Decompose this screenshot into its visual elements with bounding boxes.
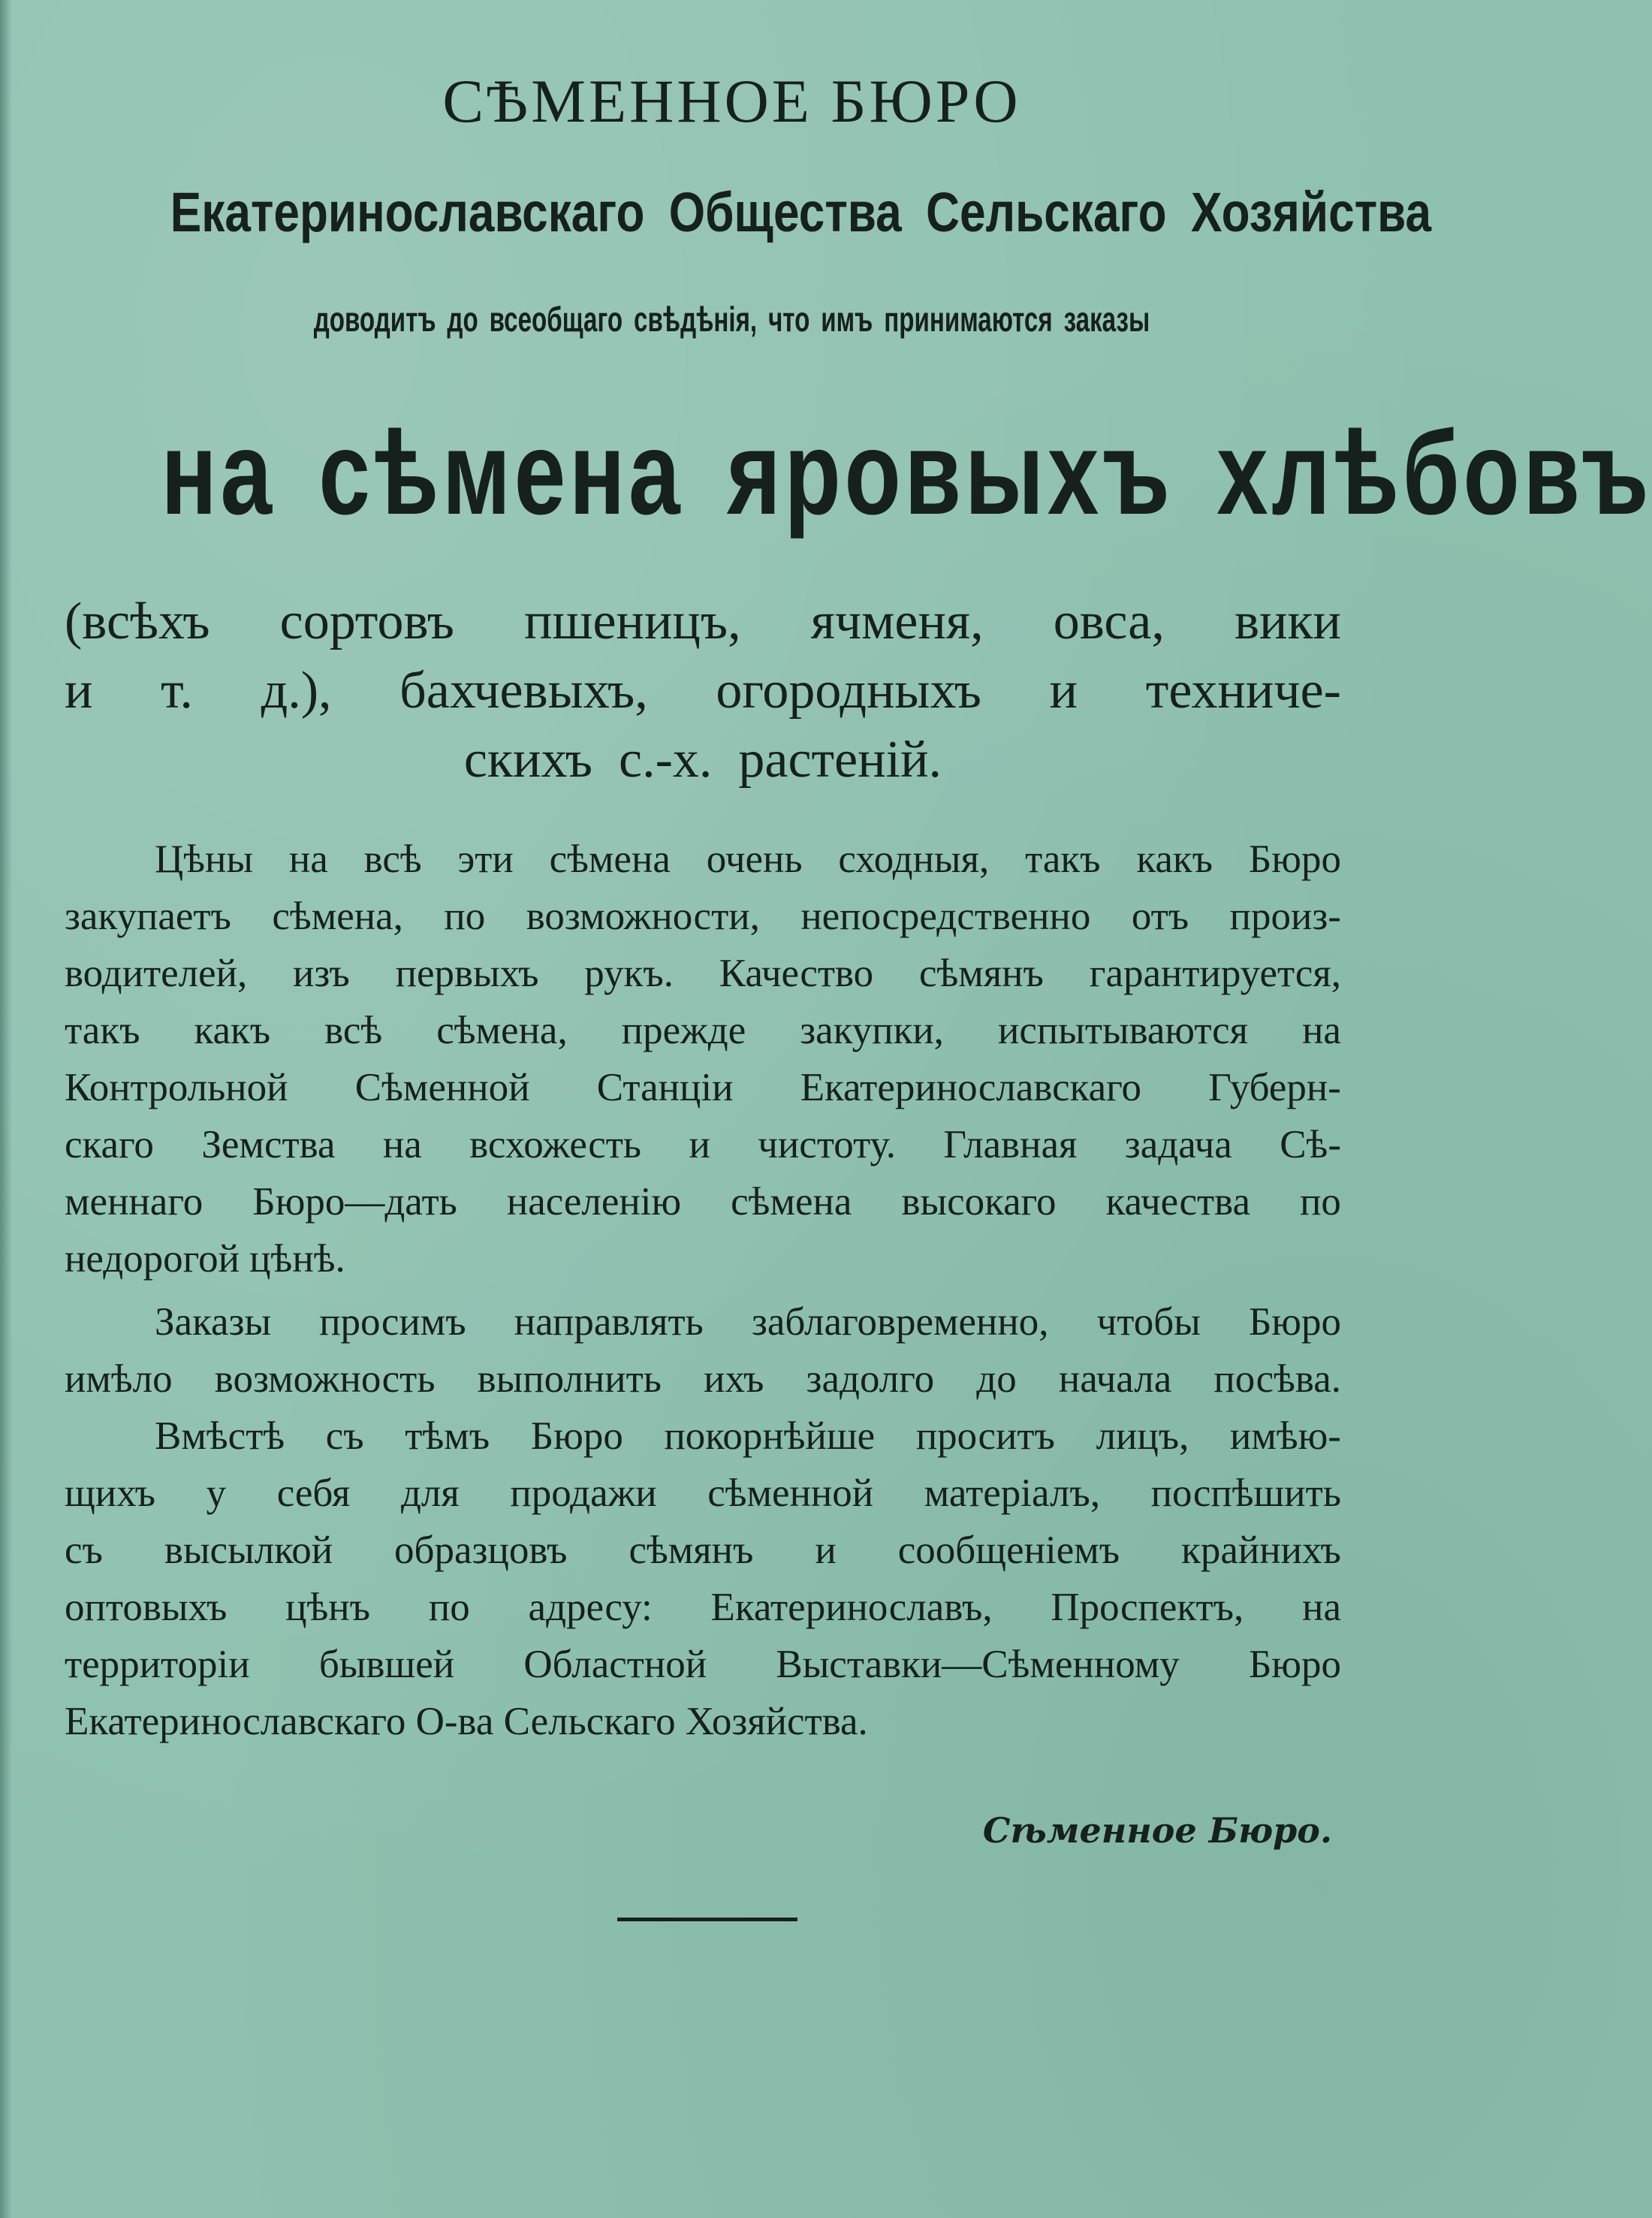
word: (всѣхъ: [65, 593, 210, 650]
word: прежде: [621, 1009, 746, 1052]
word: ячменя,: [810, 593, 984, 650]
word: на: [288, 837, 328, 881]
word: крайнихъ: [1181, 1528, 1341, 1572]
word: и: [65, 662, 93, 720]
word: проситъ: [915, 1414, 1055, 1458]
word: с.-х.: [619, 731, 713, 789]
word: на: [382, 1123, 422, 1166]
word: Заказы: [155, 1300, 272, 1344]
text-line: [65, 1059, 1341, 1116]
closing-rule: [617, 1918, 797, 1921]
word: съ: [325, 1414, 364, 1458]
word: Бюро: [530, 1414, 623, 1458]
word: на: [1302, 1586, 1341, 1629]
word: очень: [706, 837, 803, 881]
word: населенію: [506, 1180, 682, 1224]
word: Екатеринославскаго: [800, 1066, 1142, 1109]
signature: Сѣменное Бюро.: [982, 1810, 1332, 1851]
text-line: [65, 1293, 1341, 1350]
word: закупаетъ: [65, 895, 231, 938]
word: первыхъ: [395, 952, 539, 995]
word: сѣмена,: [272, 895, 403, 938]
word: гарантируется,: [1089, 952, 1341, 995]
text-line: [65, 1230, 1341, 1287]
word: посѣва.: [1213, 1357, 1341, 1401]
word: адресу:: [528, 1586, 653, 1629]
word: образцовъ: [394, 1528, 568, 1572]
word: сѣмена,: [436, 1009, 568, 1052]
word: всхожесть: [469, 1123, 642, 1166]
word: всѣ: [324, 1009, 383, 1052]
text-line: [65, 1579, 1341, 1636]
word: имѣло: [65, 1357, 173, 1401]
word: цѣнъ: [285, 1586, 371, 1629]
text-line: [65, 831, 1341, 888]
word: рукъ.: [584, 952, 674, 995]
word: чтобы: [1096, 1300, 1201, 1344]
word: д.),: [261, 662, 332, 720]
word: чистоту.: [758, 1123, 896, 1166]
word: заблаговременно,: [751, 1300, 1049, 1344]
word: и: [689, 1123, 710, 1166]
text-line: [65, 1636, 1341, 1693]
word: матеріалъ,: [924, 1471, 1101, 1515]
text-line: [65, 1408, 1341, 1465]
word: задолго: [806, 1357, 935, 1401]
subtitle-block: [65, 587, 1341, 795]
word: возможности,: [526, 895, 760, 938]
main-title: на сѣмена яровыхъ хлѣбовъ: [161, 407, 1652, 539]
word: по: [1300, 1180, 1341, 1224]
subtitle-line: [65, 587, 1341, 656]
text-line: [65, 1465, 1341, 1522]
text-line: [65, 945, 1341, 1002]
word: Станціи: [596, 1066, 734, 1109]
word: лицъ,: [1096, 1414, 1189, 1458]
word: на: [1302, 1009, 1341, 1052]
word: себя: [276, 1471, 351, 1515]
word: Бюро: [1248, 837, 1341, 881]
word: закупки,: [800, 1009, 944, 1052]
word: сѣмянъ: [918, 952, 1044, 995]
word: качества: [1105, 1180, 1250, 1224]
word: высылкой: [164, 1528, 333, 1572]
word: и: [1049, 662, 1078, 720]
word: скихъ: [463, 731, 592, 789]
word: сѣмена: [549, 837, 671, 881]
word: Бюро—дать: [252, 1180, 457, 1224]
word: скаго: [65, 1123, 154, 1166]
word: вики: [1234, 593, 1341, 650]
word: овса,: [1053, 593, 1165, 650]
word: т.: [161, 662, 193, 720]
word: Цѣны: [155, 837, 254, 881]
text-line: [65, 1693, 1341, 1750]
word: по: [428, 1586, 470, 1629]
announcement-line: доводитъ до всеобщаго свѣдѣнія, что имъ принимаются заказы: [313, 300, 1150, 339]
subtitle-line: [65, 726, 1341, 795]
word: Губерн-: [1208, 1066, 1341, 1109]
word: отъ: [1131, 895, 1189, 938]
word: Земства: [201, 1123, 336, 1166]
word: огородныхъ: [716, 662, 981, 720]
word: всѣ: [363, 837, 422, 881]
paragraph-request: [65, 1408, 1341, 1750]
word: начала: [1058, 1357, 1172, 1401]
text-line: [65, 1522, 1341, 1579]
word: Вмѣстѣ: [155, 1414, 285, 1458]
word: территоріи: [65, 1643, 250, 1686]
word: Областной: [523, 1643, 707, 1686]
word: какъ: [1136, 837, 1213, 881]
word: сѣмена: [731, 1180, 852, 1224]
society-heading: Екатеринославскаго Общества Сельскаго Хозяйства: [170, 181, 1432, 243]
word: у: [206, 1471, 227, 1515]
word: какъ: [194, 1009, 271, 1052]
word: такъ: [65, 1009, 140, 1052]
word: покорнѣйше: [664, 1414, 876, 1458]
text-line: [65, 1116, 1341, 1173]
word: такъ: [1025, 837, 1101, 881]
word: сѣмянъ: [629, 1528, 754, 1572]
word: направлять: [514, 1300, 704, 1344]
word: меннаго: [65, 1180, 203, 1224]
page-edge-shadow: [0, 0, 12, 2218]
word: Качество: [719, 952, 874, 995]
word: продажи: [510, 1471, 657, 1515]
word: Сѣменной: [354, 1066, 530, 1109]
word: недорогой цѣнѣ.: [65, 1237, 345, 1281]
word: Выставки—Сѣменному: [776, 1643, 1180, 1686]
word: Бюро: [1248, 1300, 1341, 1344]
word: выполнить: [477, 1357, 662, 1401]
word: высокаго: [901, 1180, 1057, 1224]
word: и: [815, 1528, 837, 1572]
word: эти: [457, 837, 514, 881]
word: ихъ: [704, 1357, 764, 1401]
word: задача: [1124, 1123, 1232, 1166]
word: сходныя,: [838, 837, 990, 881]
word: Контрольной: [65, 1066, 288, 1109]
word: до: [976, 1357, 1017, 1401]
word: испытываются: [997, 1009, 1249, 1052]
word: просимъ: [319, 1300, 466, 1344]
paragraph-prices: [65, 831, 1341, 1287]
word: Екатеринославъ,: [710, 1586, 993, 1629]
word: поспѣшить: [1150, 1471, 1341, 1515]
word: сортовъ: [279, 593, 454, 650]
text-line: [65, 1350, 1341, 1408]
word: водителей,: [65, 952, 248, 995]
text-line: [65, 1002, 1341, 1059]
word: бывшей: [318, 1643, 455, 1686]
word: съ: [65, 1528, 103, 1572]
word: тѣмъ: [405, 1414, 490, 1458]
subtitle-line: [65, 656, 1341, 726]
word: Проспектъ,: [1051, 1586, 1244, 1629]
word: щихъ: [65, 1471, 156, 1515]
word: изъ: [293, 952, 350, 995]
word: Сѣ-: [1280, 1123, 1341, 1166]
bureau-heading: СѢМЕННОЕ БЮРО: [442, 67, 1021, 135]
word: по: [444, 895, 486, 938]
word: непосредственно: [800, 895, 1091, 938]
word: для: [400, 1471, 460, 1515]
text-line: [65, 888, 1341, 945]
paragraph-orders: [65, 1293, 1341, 1408]
word: техниче-: [1145, 662, 1341, 720]
word: бахчевыхъ,: [399, 662, 648, 720]
word: имѣю-: [1230, 1414, 1341, 1458]
word: произ-: [1229, 895, 1341, 938]
word: растеній.: [738, 731, 942, 789]
word: сообщеніемъ: [897, 1528, 1120, 1572]
word: оптовыхъ: [65, 1586, 228, 1629]
text-line: [65, 1173, 1341, 1230]
word: пшеницъ,: [524, 593, 741, 650]
word: Бюро: [1248, 1643, 1341, 1686]
word: Главная: [943, 1123, 1078, 1166]
word: Екатеринославскаго О-ва Сельскаго Хозяйства.: [65, 1700, 868, 1743]
word: возможность: [214, 1357, 436, 1401]
word: сѣменной: [707, 1471, 874, 1515]
